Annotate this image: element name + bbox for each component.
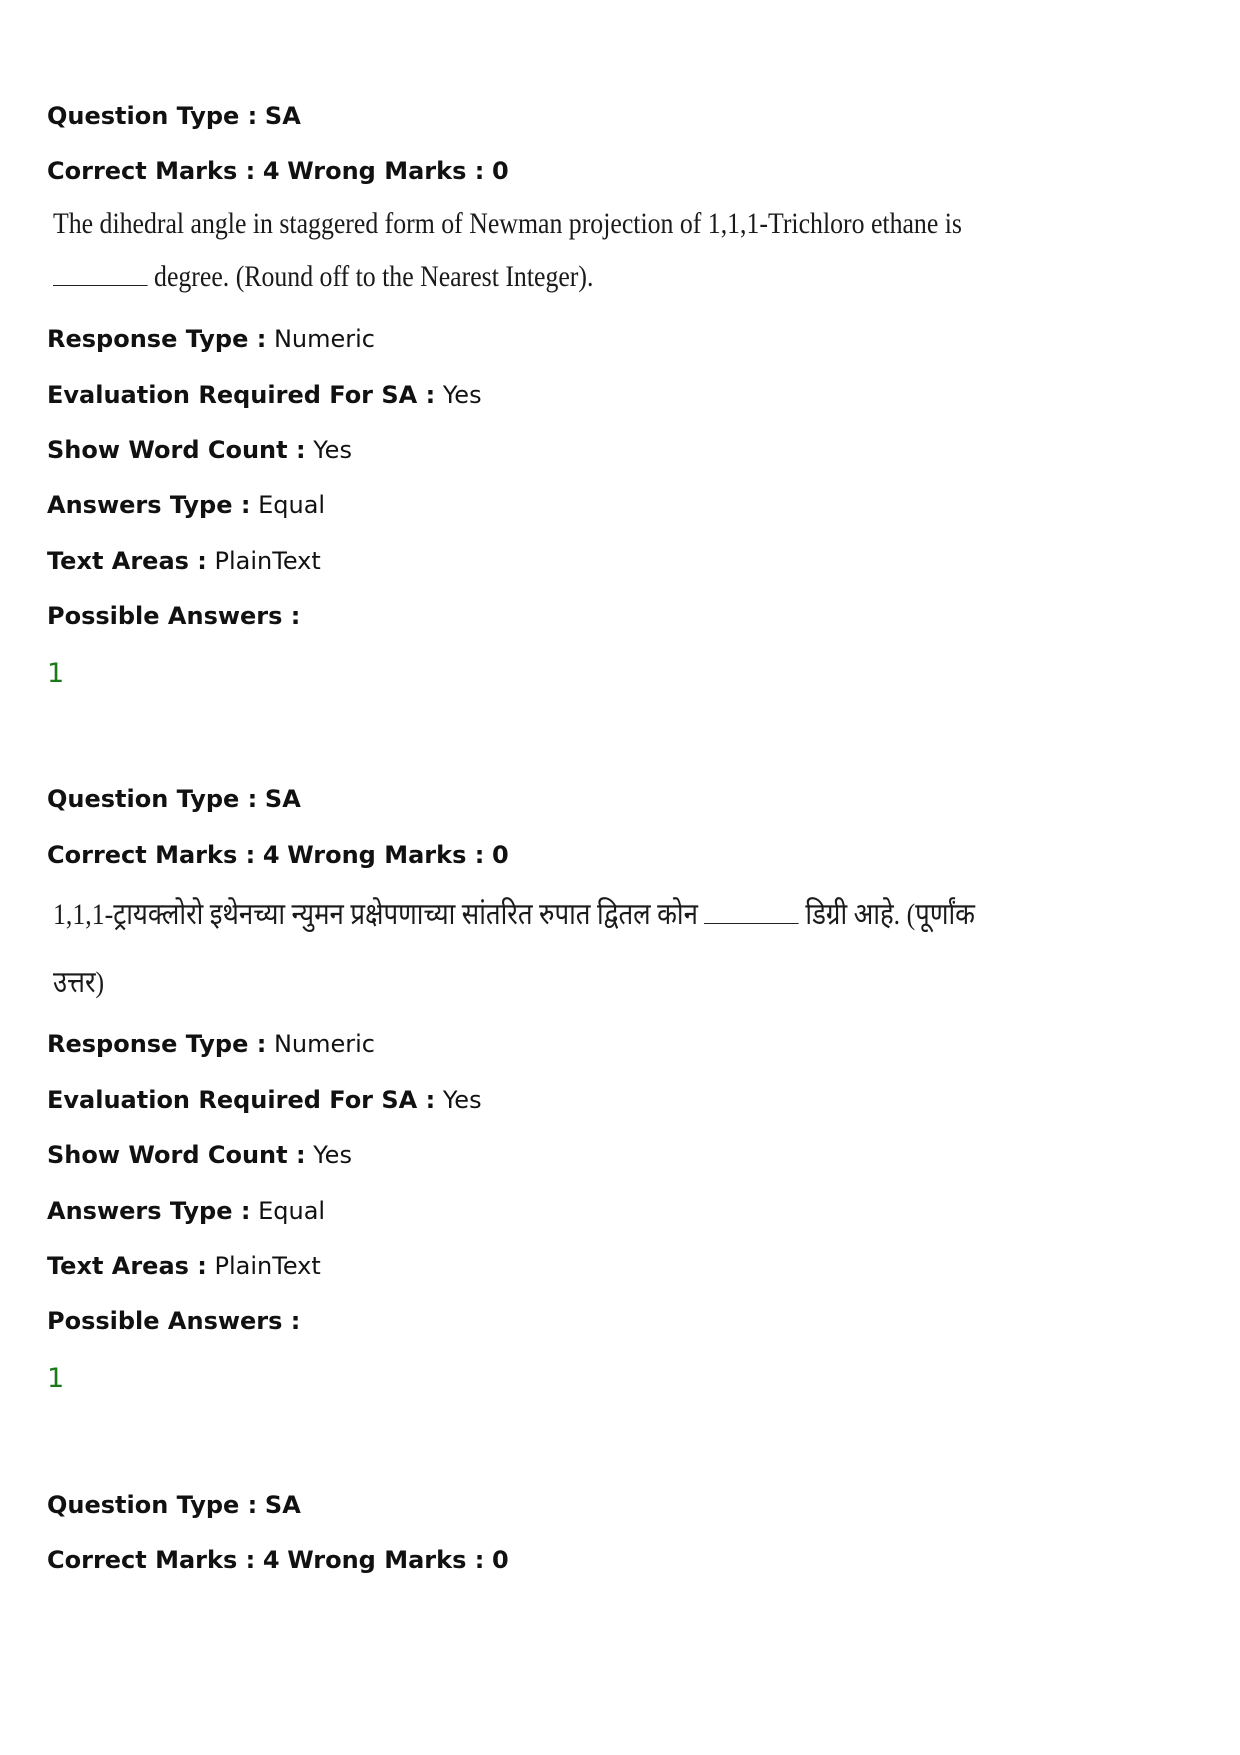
evaluation-required-label: Evaluation Required For SA :	[47, 1086, 436, 1114]
q2-response-type	[47, 1029, 375, 1059]
q2-evaluation-required	[47, 1085, 482, 1115]
q2-text-line1-part-a: 1,1,1-ट्रायक्लोरो इथेनच्या न्युमन प्रक्षेपणाच्या सांतरित रुपात द्वितल कोन	[53, 898, 698, 931]
wrong-marks-value: 0	[491, 1546, 509, 1574]
show-word-count-label: Show Word Count :	[47, 436, 306, 464]
wrong-marks-label: Wrong Marks :	[287, 157, 485, 185]
evaluation-required-value: Yes	[442, 381, 482, 409]
q2-marks	[47, 840, 509, 870]
q2-show-word-count	[47, 1140, 352, 1170]
possible-answers-label: Possible Answers :	[47, 1307, 301, 1335]
question-type-value: SA	[264, 102, 301, 130]
wrong-marks-value: 0	[491, 841, 509, 869]
q1-text-line1: The dihedral angle in staggered form of Newman projection of 1,1,1-Trichloro ethane is	[53, 207, 962, 240]
q1-text-areas	[47, 546, 321, 576]
evaluation-required-value: Yes	[442, 1086, 482, 1114]
question-type-value: SA	[264, 1491, 301, 1519]
q2-question-type	[47, 784, 301, 814]
response-type-label: Response Type :	[47, 325, 267, 353]
answers-type-value: Equal	[258, 491, 326, 519]
text-areas-label: Text Areas :	[47, 547, 207, 575]
q1-answers-type	[47, 490, 325, 520]
correct-marks-label: Correct Marks :	[47, 1546, 256, 1574]
question-type-label: Question Type :	[47, 785, 258, 813]
question-type-value: SA	[264, 785, 301, 813]
text-areas-value: PlainText	[214, 547, 321, 575]
possible-answers-label: Possible Answers :	[47, 602, 301, 630]
answers-type-label: Answers Type :	[47, 1197, 251, 1225]
q1-text-line2	[53, 259, 593, 295]
answers-type-value: Equal	[258, 1197, 326, 1225]
q2-possible-answers-label	[47, 1306, 300, 1336]
show-word-count-value: Yes	[313, 1141, 352, 1169]
q2-answers-type	[47, 1196, 325, 1226]
q2-text-line1	[53, 897, 975, 933]
q2-text-areas	[47, 1251, 321, 1281]
response-type-label: Response Type :	[47, 1030, 267, 1058]
show-word-count-label: Show Word Count :	[47, 1141, 306, 1169]
q1-possible-answers-label	[47, 601, 300, 631]
q1-response-type	[47, 324, 375, 354]
evaluation-required-label: Evaluation Required For SA :	[47, 381, 436, 409]
answer-blank	[704, 922, 799, 924]
wrong-marks-value: 0	[491, 157, 509, 185]
correct-marks-value: 4	[262, 1546, 280, 1574]
q2-possible-answer-value: 1	[47, 1363, 65, 1394]
q1-text-line2-content: degree. (Round off to the Nearest Integer).	[154, 260, 594, 293]
response-type-value: Numeric	[273, 1030, 375, 1058]
q1-evaluation-required	[47, 380, 482, 410]
correct-marks-value: 4	[262, 157, 280, 185]
q2-text-line1-part-b: डिग्री आहे. (पूर्णांक	[805, 898, 975, 931]
q2-text-line2: उत्तर)	[53, 966, 105, 999]
answers-type-label: Answers Type :	[47, 491, 251, 519]
q3-marks	[47, 1545, 509, 1575]
correct-marks-label: Correct Marks :	[47, 157, 256, 185]
response-type-value: Numeric	[273, 325, 375, 353]
correct-marks-value: 4	[262, 841, 280, 869]
answer-blank	[53, 284, 148, 286]
q1-marks	[47, 156, 509, 186]
q3-question-type	[47, 1490, 301, 1520]
question-type-label: Question Type :	[47, 1491, 258, 1519]
text-areas-value: PlainText	[214, 1252, 321, 1280]
question-type-label: Question Type :	[47, 102, 258, 130]
correct-marks-label: Correct Marks :	[47, 841, 256, 869]
show-word-count-value: Yes	[313, 436, 352, 464]
q1-show-word-count	[47, 435, 352, 465]
q1-possible-answer-value: 1	[47, 658, 65, 689]
text-areas-label: Text Areas :	[47, 1252, 207, 1280]
wrong-marks-label: Wrong Marks :	[287, 1546, 485, 1574]
q1-question-type	[47, 101, 301, 131]
wrong-marks-label: Wrong Marks :	[287, 841, 485, 869]
